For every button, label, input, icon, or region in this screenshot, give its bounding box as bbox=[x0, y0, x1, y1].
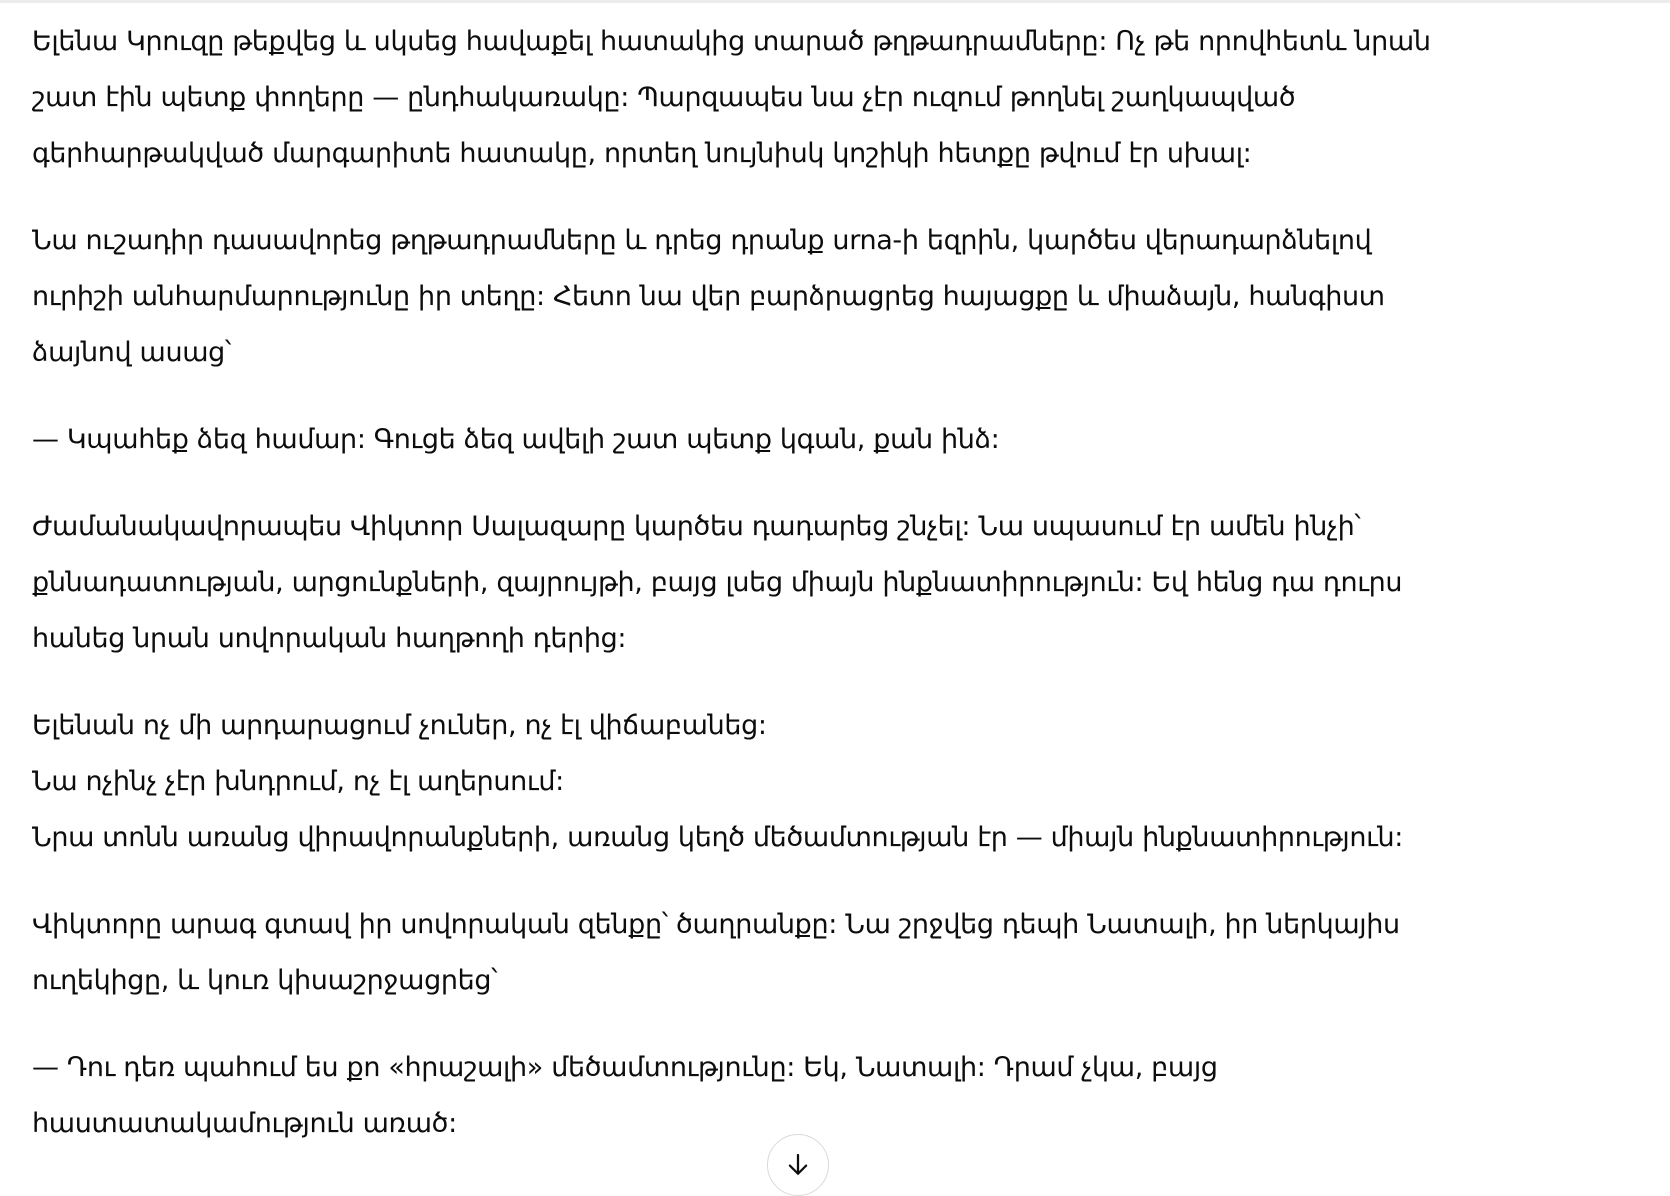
text-line: քննադատության, արցունքների, զայրույթի, բայց լսեց միայն ինքնատիրություն: Եվ հենց դա դուրս bbox=[32, 567, 1403, 598]
text-line: Ելենան ոչ մի արդարացում չուներ, ոչ էլ վիճաբանեց: bbox=[32, 710, 767, 741]
text-line: Վիկտորը արագ գտավ իր սովորական զենքը՝ ծաղրանքը: Նա շրջվեց դեպի Նատալի, իր ներկայիս bbox=[32, 909, 1400, 940]
text-line: — Դու դեռ պահում ես քո «հրաշալի» մեծամտությունը: Եկ, Նատալի: Դրամ չկա, բայց bbox=[32, 1052, 1218, 1083]
paragraph bbox=[32, 1040, 1632, 1152]
paragraph bbox=[32, 499, 1632, 667]
text-line: հաստատակամություն առած: bbox=[32, 1108, 457, 1139]
paragraph bbox=[32, 14, 1632, 182]
message-content bbox=[32, 14, 1632, 1183]
paragraph bbox=[32, 412, 1632, 468]
text-line: Ելենա Կրուզը թեքվեց և սկսեց հավաքել հատակից տարած թղթադրամները: Ոչ թե որովհետև նրան bbox=[32, 26, 1431, 57]
text-line: ձայնով ասաց՝ bbox=[32, 337, 231, 368]
text-line: շատ էին պետք փողերը — ընդհակառակը: Պարզապես նա չէր ուզում թողնել շաղկապված bbox=[32, 82, 1296, 113]
paragraph bbox=[32, 213, 1632, 381]
top-divider bbox=[0, 0, 1670, 3]
paragraph bbox=[32, 897, 1632, 1009]
text-line: Նրա տոնն առանց վիրավորանքների, առանց կեղծ մեծամտության էր — միայն ինքնատիրություն: bbox=[32, 822, 1403, 853]
text-line: — Կպահեք ձեզ համար: Գուցե ձեզ ավելի շատ պետք կգան, քան ինձ: bbox=[32, 424, 1000, 455]
scroll-to-bottom-button[interactable] bbox=[767, 1134, 829, 1196]
text-line: Նա ուշադիր դասավորեց թղթադրամները և դրեց դրանք urna-ի եզրին, կարծես վերադարձնելով bbox=[32, 225, 1372, 256]
text-line: հանեց նրան սովորական հաղթողի դերից: bbox=[32, 623, 627, 654]
text-line: գերհարթակված մարգարիտե հատակը, որտեղ նույնիսկ կոշիկի հետքը թվում էր սխալ: bbox=[32, 138, 1252, 169]
text-line: Ժամանակավորապես Վիկտոր Սալազարը կարծես դադարեց շնչել: Նա սպասում էր ամեն ինչի՝ bbox=[32, 511, 1361, 542]
text-line: Նա ոչինչ չէր խնդրում, ոչ էլ աղերսում: bbox=[32, 766, 564, 797]
text-line: ուրիշի անհարմարությունը իր տեղը: Հետո նա վեր բարձրացրեց հայացքը և միաձայն, հանգիստ bbox=[32, 281, 1385, 312]
paragraph bbox=[32, 698, 1632, 866]
arrow-down-icon bbox=[783, 1150, 813, 1180]
text-line: ուղեկիցը, և կուռ կիսաշրջացրեց՝ bbox=[32, 965, 498, 996]
